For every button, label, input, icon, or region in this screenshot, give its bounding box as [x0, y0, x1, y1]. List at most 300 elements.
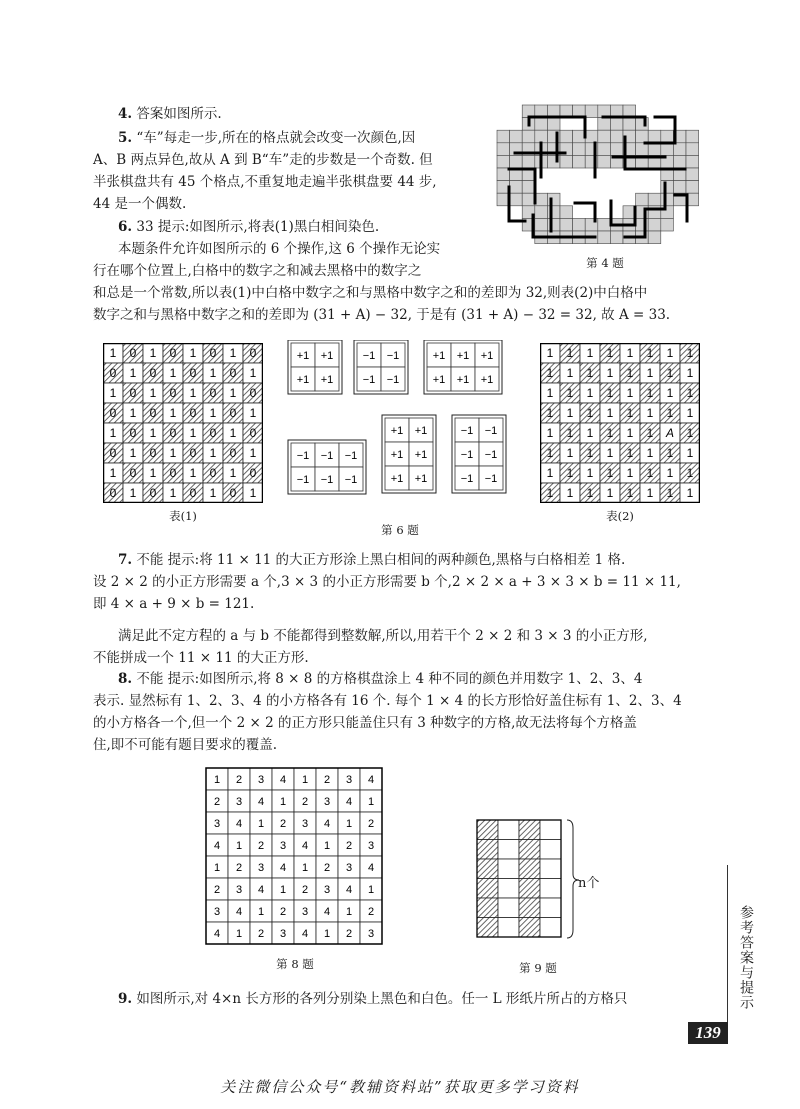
board-square [585, 130, 598, 143]
grid-cell-value: 1 [279, 884, 287, 896]
board-square [522, 181, 535, 194]
grid-cell-value: 2 [235, 774, 243, 786]
table-cell-value: 1 [626, 386, 634, 400]
table-cell-value: 0 [109, 446, 117, 460]
table-cell-value: 1 [229, 426, 237, 440]
column-cell [477, 820, 498, 840]
table-cell-value: 1 [686, 346, 694, 360]
board-square [522, 155, 535, 168]
problem-5-line: 半张棋盘共有 45 个格点,不重复地走遍半张棋盘要 44 步, [93, 174, 437, 190]
operation-value: −1 [460, 425, 474, 437]
table-cell-value: 1 [566, 366, 574, 380]
table-cell-value: 1 [646, 366, 654, 380]
operation-value: +1 [390, 449, 404, 461]
board-square [560, 155, 573, 168]
table-cell-value: 1 [626, 426, 634, 440]
grid-cell-value: 1 [257, 906, 265, 918]
grid-cell-value: 4 [235, 818, 243, 830]
table-cell-value: 1 [606, 426, 614, 440]
board-square [598, 118, 611, 131]
table-cell-value: 0 [149, 406, 157, 420]
grid-cell-value: 1 [345, 818, 353, 830]
board-square [673, 181, 686, 194]
operation-value: −1 [386, 350, 400, 362]
grid-cell-value: 1 [345, 906, 353, 918]
column-cell [519, 820, 540, 840]
column-cell [498, 820, 519, 840]
grid-cell-value: 3 [279, 840, 287, 852]
table-cell-value: 1 [546, 446, 554, 460]
problem-6-number: 6. [118, 219, 133, 235]
board-square [510, 193, 523, 206]
grid-cell-value: 1 [235, 928, 243, 940]
grid-cell-value: 3 [257, 774, 265, 786]
board-square [535, 218, 548, 231]
figure-8-grid [205, 767, 383, 945]
grid-cell-value: 4 [279, 862, 287, 874]
grid-cell-value: 2 [257, 928, 265, 940]
table-cell-value: 1 [229, 466, 237, 480]
problem-9-number: 9. [118, 991, 133, 1007]
board-square [598, 231, 611, 244]
table-cell-value: 1 [646, 406, 654, 420]
problem-7-line: 不能 提示:将 11 × 11 的大正方形涂上黑白相间的两种颜色,黑格与白格相差 1 格. [132, 552, 626, 568]
board-square [661, 130, 674, 143]
table-cell-value: 0 [209, 386, 217, 400]
column-cell [540, 898, 561, 918]
board-square [623, 118, 636, 131]
page-number: 139 [688, 1022, 728, 1044]
column-cell [519, 859, 540, 879]
table-cell-value: 1 [626, 406, 634, 420]
table-cell-value: 1 [109, 346, 117, 360]
grid-cell-value: 2 [279, 906, 287, 918]
table-cell-value: 1 [686, 426, 694, 440]
grid-cell-value: 1 [213, 774, 221, 786]
operation-value: −1 [344, 450, 358, 462]
table-cell-value: 1 [626, 446, 634, 460]
grid-cell-value: 1 [323, 928, 331, 940]
table-cell-value: 1 [209, 446, 217, 460]
board-square [573, 143, 586, 156]
board-square [598, 155, 611, 168]
board-square [535, 130, 548, 143]
column-cell [540, 918, 561, 938]
grid-cell-value: 1 [213, 862, 221, 874]
operation-value: +1 [296, 374, 310, 386]
table-cell-value: 1 [666, 366, 674, 380]
grid-cell-value: 3 [301, 818, 309, 830]
table-cell-value: 1 [249, 486, 257, 500]
figure-8-caption: 第 8 题 [276, 957, 314, 971]
grid-cell-value: 1 [279, 796, 287, 808]
column-cell [540, 840, 561, 860]
table-cell-value: 1 [666, 446, 674, 460]
table-cell-value: 1 [666, 406, 674, 420]
board-square [510, 181, 523, 194]
board-square [535, 206, 548, 219]
table-cell-value: 0 [129, 346, 137, 360]
grid-cell-value: 2 [213, 796, 221, 808]
table-cell-value: 1 [666, 386, 674, 400]
table-cell-value: 1 [249, 406, 257, 420]
problem-5 [93, 127, 488, 215]
problem-4-text: 答案如图所示. [132, 106, 222, 122]
column-cell [540, 859, 561, 879]
board-square [497, 143, 510, 156]
board-square [573, 130, 586, 143]
column-cell [498, 918, 519, 938]
table-cell-value: 1 [626, 366, 634, 380]
board-square [547, 218, 560, 231]
board-square [585, 105, 598, 118]
grid-cell-value: 1 [257, 818, 265, 830]
table-cell-value: 0 [209, 466, 217, 480]
table-cell-value: 0 [229, 446, 237, 460]
operation-value: −1 [484, 449, 498, 461]
table-cell-value: 1 [666, 486, 674, 500]
operation-value: −1 [386, 374, 400, 386]
board-square [547, 118, 560, 131]
table-cell-value: 1 [606, 466, 614, 480]
operation-value: +1 [456, 350, 470, 362]
table-cell-value: 1 [606, 346, 614, 360]
sidebar-rule [727, 865, 728, 1040]
grid-cell-value: 4 [257, 796, 265, 808]
table-cell-value: 0 [249, 386, 257, 400]
operation-value: −1 [362, 350, 376, 362]
grid-cell-value: 4 [301, 928, 309, 940]
table-cell-value: 1 [249, 366, 257, 380]
table-cell-value: 1 [686, 466, 694, 480]
problem-8-line: 住,即不可能有题目要求的覆盖. [93, 737, 278, 753]
table-cell-value: 1 [129, 406, 137, 420]
operation-value: +1 [480, 374, 494, 386]
table-cell-value: 1 [546, 466, 554, 480]
table-cell-value: 1 [646, 486, 654, 500]
operation-value: −1 [460, 449, 474, 461]
board-square [522, 193, 535, 206]
table-cell-value: 0 [169, 466, 177, 480]
grid-cell-value: 3 [235, 884, 243, 896]
table-cell-value: 1 [606, 366, 614, 380]
table-cell-value: 1 [686, 386, 694, 400]
board-square [610, 231, 623, 244]
problem-6-line: 行在哪个位置上,白格中的数字之和减去黑格中的数字之 [93, 263, 422, 279]
problem-4-number: 4. [118, 106, 133, 122]
operation-value: −1 [296, 474, 310, 486]
table-cell-value: 1 [109, 386, 117, 400]
column-cell [519, 840, 540, 860]
table-cell-value: 1 [586, 346, 594, 360]
table-cell-value: 1 [606, 486, 614, 500]
problem-5-line: A、B 两点异色,故从 A 到 B“车”走的步数是一个奇数. 但 [93, 152, 433, 168]
problem-7-line: 即 4 × a + 9 × b = 121. [93, 596, 255, 612]
table-cell-value: 0 [189, 486, 197, 500]
board-square [547, 193, 560, 206]
grid-cell-value: 2 [301, 884, 309, 896]
table-cell-value: 1 [566, 466, 574, 480]
table-cell-value: 1 [209, 486, 217, 500]
table-cell-value: 1 [189, 346, 197, 360]
table-cell-value: 1 [546, 366, 554, 380]
grid-cell-value: 4 [345, 796, 353, 808]
grid-cell-value: 4 [367, 774, 375, 786]
column-cell [477, 879, 498, 899]
figure-4-caption: 第 4 题 [586, 256, 624, 270]
problem-6-line: 33 提示:如图所示,将表(1)黑白相间染色. [132, 219, 380, 235]
table-cell-value: 1 [566, 346, 574, 360]
table-cell-value: 0 [149, 366, 157, 380]
table-cell-value: 1 [566, 426, 574, 440]
table-cell-value: 1 [189, 466, 197, 480]
grid-cell-value: 3 [235, 796, 243, 808]
table-cell-value: 1 [229, 346, 237, 360]
operation-value: +1 [390, 425, 404, 437]
operation-value: +1 [456, 374, 470, 386]
table-cell-value: 1 [686, 446, 694, 460]
table-cell-value: 1 [586, 446, 594, 460]
table-cell-value: 1 [566, 486, 574, 500]
table-cell-value: 1 [209, 406, 217, 420]
operation-value: +1 [320, 374, 334, 386]
problem-7-line: 设 2 × 2 的小正方形需要 a 个,3 × 3 的小正方形需要 b 个,2 × 2 × a + 3 × 3 × b = 11 × 11, [93, 574, 681, 590]
grid-cell-value: 4 [323, 818, 331, 830]
operation-value: +1 [414, 473, 428, 485]
table-cell-value: 1 [646, 346, 654, 360]
grid-cell-value: 4 [323, 906, 331, 918]
grid-cell-value: 2 [213, 884, 221, 896]
grid-cell-value: 4 [257, 884, 265, 896]
operations-figure [285, 340, 525, 505]
table-cell-value: 1 [109, 466, 117, 480]
board-square [661, 193, 674, 206]
table-cell-value: 1 [169, 446, 177, 460]
board-square [598, 143, 611, 156]
grid-cell-value: 4 [213, 840, 221, 852]
board-square [648, 130, 661, 143]
table-1 [103, 343, 263, 503]
table-cell-value: 1 [646, 446, 654, 460]
footer-note: 关注微信公众号“教辅资料站”获取更多学习资料 [220, 1078, 580, 1096]
operation-value: +1 [432, 374, 446, 386]
operation-value: −1 [460, 473, 474, 485]
grid-cell-value: 2 [235, 862, 243, 874]
operation-value: +1 [390, 473, 404, 485]
board-square [610, 130, 623, 143]
table-cell-value: 1 [546, 406, 554, 420]
table-cell-value: 0 [209, 426, 217, 440]
operation-value: +1 [296, 350, 310, 362]
table-cell-value: 0 [249, 346, 257, 360]
board-square [636, 193, 649, 206]
board-square [573, 155, 586, 168]
table-cell-value: 1 [129, 486, 137, 500]
table-cell-value: 1 [209, 366, 217, 380]
table-cell-value: 1 [129, 446, 137, 460]
grid-cell-value: 3 [213, 906, 221, 918]
grid-cell-value: 3 [345, 774, 353, 786]
grid-cell-value: 2 [257, 840, 265, 852]
board-square [560, 130, 573, 143]
problem-9 [118, 988, 703, 1010]
board-square [510, 155, 523, 168]
problem-7 [93, 549, 703, 669]
column-cell [519, 879, 540, 899]
grid-cell-value: 2 [323, 862, 331, 874]
table-cell-value: 0 [189, 406, 197, 420]
board-square [510, 130, 523, 143]
table-cell-value: 1 [566, 406, 574, 420]
table-cell-value: 1 [546, 346, 554, 360]
section-title: 参考答案与提示 [738, 905, 754, 1010]
table-cell-value: 1 [189, 386, 197, 400]
problem-6-line: 本题条件允许如图所示的 6 个操作,这 6 个操作无论实 [118, 241, 441, 257]
table-cell-value: 0 [229, 366, 237, 380]
table-cell-value: 1 [546, 386, 554, 400]
board-square [686, 143, 699, 156]
grid-cell-value: 2 [323, 774, 331, 786]
grid-cell-value: 2 [367, 906, 375, 918]
problem-6-line: 和总是一个常数,所以表(1)中白格中数字之和与黑格中数字之和的差即为 32,则表(2)中白格中 [93, 285, 648, 301]
operation-value: +1 [480, 350, 494, 362]
table-cell-value: 1 [626, 486, 634, 500]
board-square [648, 231, 661, 244]
board-square [673, 155, 686, 168]
table-cell-value: 0 [209, 346, 217, 360]
table-cell-value: 1 [586, 426, 594, 440]
problem-4 [118, 103, 488, 125]
problem-6-line: 数字之和与黑格中数字之和的差即为 (31 + A) − 32, 于是有 (31 + A) − 32 = 32, 故 A = 33. [93, 307, 671, 323]
problem-7-number: 7. [118, 552, 133, 568]
table-cell-value: 1 [546, 426, 554, 440]
table-cell-value: 0 [129, 386, 137, 400]
table-cell-value: 1 [566, 446, 574, 460]
figure-9-grid [475, 818, 595, 948]
grid-cell-value: 3 [301, 906, 309, 918]
grid-cell-value: 2 [279, 818, 287, 830]
column-cell [498, 859, 519, 879]
problem-9-line: 如图所示,对 4×n 长方形的各列分别染上黑色和白色。任一 L 形纸片所占的方格只 [132, 991, 628, 1007]
table-cell-value: 0 [249, 426, 257, 440]
problem-5-line: “车”每走一步,所在的格点就会改变一次颜色,因 [136, 130, 416, 146]
board-square [560, 206, 573, 219]
table-cell-value: 0 [109, 486, 117, 500]
table-cell-value: 0 [229, 406, 237, 420]
table-1-caption: 表(1) [169, 509, 197, 523]
table-cell-value: 1 [149, 466, 157, 480]
board-square [686, 168, 699, 181]
grid-cell-value: 1 [235, 840, 243, 852]
board-square [535, 193, 548, 206]
grid-cell-value: 3 [367, 928, 375, 940]
grid-cell-value: 4 [367, 862, 375, 874]
table-cell-value: 1 [169, 486, 177, 500]
board-square [648, 193, 661, 206]
board-square [598, 218, 611, 231]
grid-cell-value: 4 [279, 774, 287, 786]
table-cell-value: 1 [149, 346, 157, 360]
column-cell [498, 879, 519, 899]
board-square [535, 118, 548, 131]
operation-value: +1 [414, 449, 428, 461]
operation-value: −1 [484, 425, 498, 437]
grid-cell-value: 3 [345, 862, 353, 874]
table-cell-value: 1 [586, 386, 594, 400]
table-cell-value: 0 [169, 386, 177, 400]
column-cell [477, 918, 498, 938]
table-cell-value: 0 [189, 446, 197, 460]
board-square [686, 181, 699, 194]
figure-9-n-label: n个 [578, 876, 600, 891]
board-square [547, 206, 560, 219]
table-cell-value: 1 [586, 406, 594, 420]
table-2 [540, 343, 700, 503]
table-cell-value: 1 [686, 486, 694, 500]
grid-cell-value: 2 [367, 818, 375, 830]
table-cell-value: 1 [666, 346, 674, 360]
board-square [686, 155, 699, 168]
table-cell-value: 0 [229, 486, 237, 500]
problem-8-line: 的小方格各一个,但一个 2 × 2 的正方形只能盖住只有 3 种数字的方格,故无法将每个方格盖 [93, 715, 637, 731]
grid-cell-value: 3 [279, 928, 287, 940]
operation-value: −1 [344, 474, 358, 486]
grid-cell-value: 4 [213, 928, 221, 940]
table-cell-value: 1 [606, 406, 614, 420]
table-cell-value: 1 [626, 466, 634, 480]
board-square [636, 130, 649, 143]
grid-cell-value: 4 [301, 840, 309, 852]
board-square [573, 218, 586, 231]
table-cell-value: 1 [646, 466, 654, 480]
table-cell-value: 1 [686, 366, 694, 380]
board-square [673, 143, 686, 156]
table-cell-value: 1 [149, 386, 157, 400]
table-cell-value: 1 [129, 366, 137, 380]
board-square [598, 130, 611, 143]
board-square [497, 155, 510, 168]
problem-5-line: 44 是一个偶数. [93, 196, 187, 212]
grid-cell-value: 2 [345, 928, 353, 940]
grid-cell-value: 4 [345, 884, 353, 896]
table-cell-value: 1 [606, 386, 614, 400]
grid-cell-value: 3 [323, 796, 331, 808]
grid-cell-value: 3 [323, 884, 331, 896]
board-square [497, 130, 510, 143]
board-square [686, 130, 699, 143]
table-cell-value: 1 [586, 486, 594, 500]
table-cell-value: 0 [189, 366, 197, 380]
table-cell-value: 1 [586, 466, 594, 480]
figure-6-caption: 第 6 题 [381, 523, 419, 537]
table-cell-value: 0 [109, 406, 117, 420]
operation-value: +1 [414, 425, 428, 437]
table-cell-value: 1 [586, 366, 594, 380]
grid-cell-value: 1 [301, 862, 309, 874]
table-cell-value: 0 [149, 446, 157, 460]
grid-cell-value: 3 [367, 840, 375, 852]
table-cell-value: 1 [229, 386, 237, 400]
column-cell [540, 879, 561, 899]
table-cell-value: 1 [189, 426, 197, 440]
board-square [610, 118, 623, 131]
table-cell-value: 1 [169, 366, 177, 380]
table-cell-value: 1 [149, 426, 157, 440]
column-cell [498, 840, 519, 860]
table-cell-value: 1 [606, 446, 614, 460]
table-cell-value: 1 [109, 426, 117, 440]
column-cell [477, 859, 498, 879]
